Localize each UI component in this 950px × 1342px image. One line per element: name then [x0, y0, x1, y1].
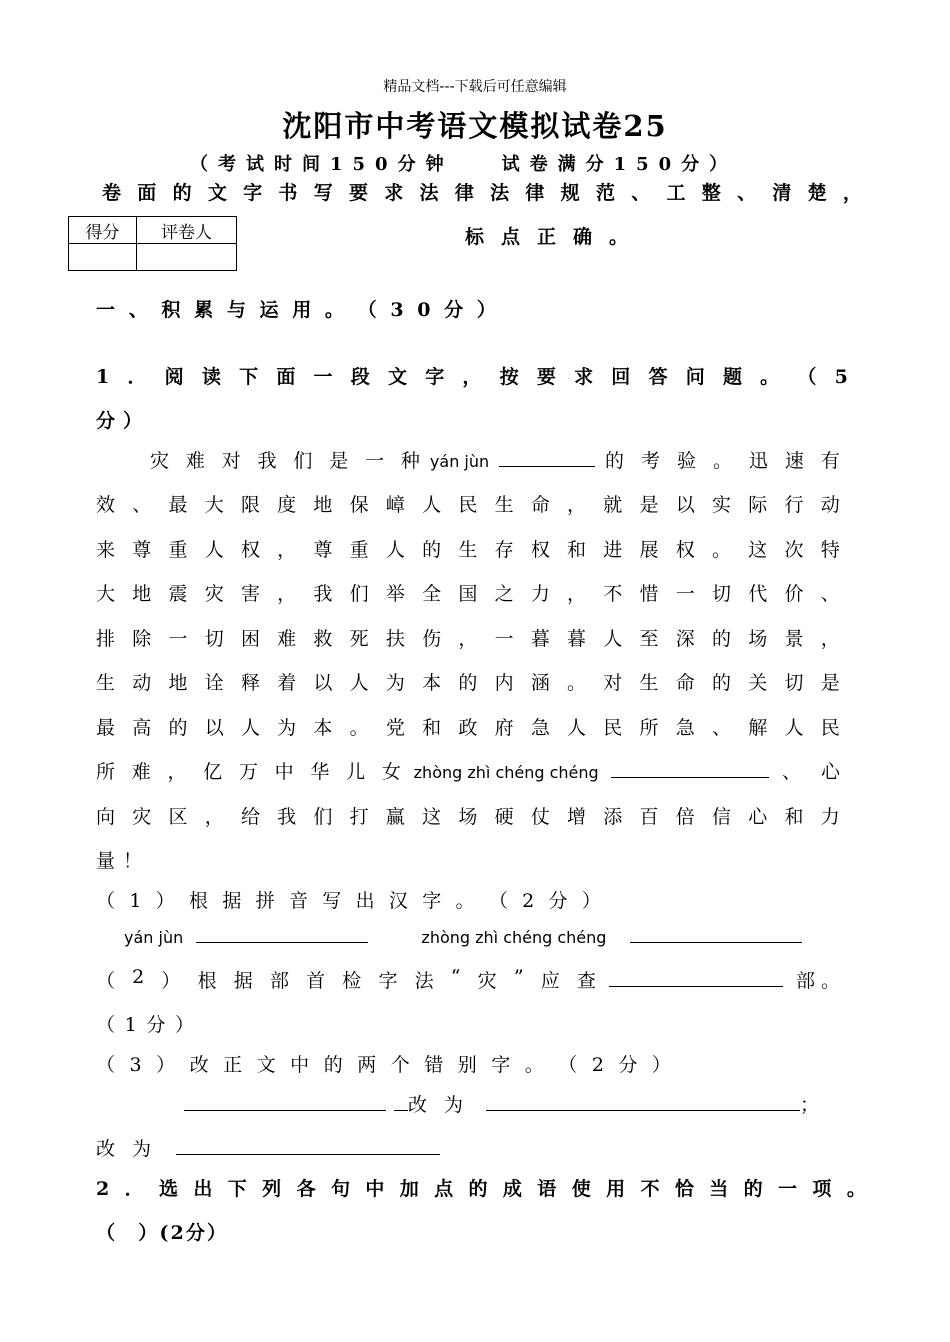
question-2-line-2: （ ） ( 2 分 ） [96, 1222, 226, 1244]
passage-line-5: 排 除 一 切 困 难 救 死 扶 伤 ， 一 暮 暮 人 至 深 的 场 景 ， [96, 628, 840, 650]
exam-time: （考试时间150分钟 [190, 154, 454, 175]
sub-question-2: （ 2 ） 根 据 部 首 检 字 法 “ 灾 ” 应 查 部 。 [96, 966, 840, 992]
answer-blank-short[interactable] [394, 1109, 408, 1111]
page-title: 沈阳市中考语文模拟试卷25 [282, 109, 668, 143]
question-1-line-1: 1 ． 阅 读 下 面 一 段 文 字 ， 按 要 求 回 答 问 题 。 （ 5 [96, 366, 848, 388]
pinyin-yan-jun: yán jùn [429, 452, 490, 471]
sub-question-3-answers-2 [96, 1134, 440, 1161]
sub-question-2-score: （ 1 分 ） [96, 1014, 194, 1036]
header-note: 精品文档---下载后可任意编辑 [383, 79, 567, 95]
answer-blank-1[interactable] [196, 941, 368, 943]
blank-zhong-zhi [611, 776, 769, 778]
passage-line-9: 向 灾 区 ， 给 我 们 打 赢 这 场 硬 仗 增 添 百 倍 信 心 和 力 [96, 806, 840, 828]
instruction-line-1: 卷 面 的 文 字 书 写 要 求 法 律 法 律 规 范 、 工 整 、 清 楚 ， [102, 182, 862, 204]
gai-wei-2: 改为 [96, 1138, 169, 1160]
passage-line-3: 来 尊 重 人 权 ， 尊 重 人 的 生 存 权 和 进 展 权 。 这 次 特 [96, 539, 840, 561]
score-header: 得分 [69, 217, 137, 244]
passage-line-2: 效 、 最 大 限 度 地 保 嶂 人 民 生 命 ， 就 是 以 实 际 行 动 [96, 494, 840, 516]
sub-question-1: （ 1 ） 根 据 拼 音 写 出 汉 字 。 （ 2 分 ） [96, 890, 601, 912]
score-table [68, 216, 237, 271]
blank-yan-jun [499, 465, 595, 467]
score-cell [69, 244, 137, 271]
passage-line-6: 生 动 地 诠 释 着 以 人 为 本 的 内 涵 。 对 生 命 的 关 切 是 [96, 672, 840, 694]
question-1-line-2: 分 ） [96, 410, 142, 432]
exam-full-score: 试卷满分150分） [501, 154, 738, 175]
answer-blank-correct-1[interactable] [486, 1109, 800, 1111]
instruction-line-2: 标点正确。 [465, 226, 646, 248]
pinyin-zhong-zhi-cheng-cheng: zhòng zhì chéng chéng [413, 763, 599, 782]
grader-cell [137, 244, 237, 271]
sub-question-3-answers [184, 1090, 830, 1117]
answer-blank-correct-2[interactable] [176, 1153, 440, 1155]
sub-question-3: （ 3 ） 改 正 文 中 的 两 个 错 别 字 。 （ 2 分 ） [96, 1054, 671, 1076]
passage-line-4: 大 地 震 灾 害 ， 我 们 举 全 国 之 力 ， 不 惜 一 切 代 价 、 [96, 583, 840, 605]
answer-blank-2[interactable] [630, 941, 802, 943]
passage-line-7: 最 高 的 以 人 为 本 。 党 和 政 府 急 人 民 所 急 、 解 人 民 [96, 717, 840, 739]
pinyin-zhong-zhi-2: zhòng zhì chéng chéng [421, 928, 607, 947]
answer-blank-radical[interactable] [609, 985, 783, 987]
exam-subtitle [190, 150, 737, 176]
question-2-line-1: 2 ． 选 出 下 列 各 句 中 加 点 的 成 语 使 用 不 恰 当 的 一 项 。 [96, 1178, 866, 1200]
section-1-heading: 一 、 积 累 与 运 用 。 （ 3 0 分 ） [96, 299, 496, 321]
passage-line-8: 所 难 ， 亿 万 中 华 儿 女 zhòng zhì chéng chéng 、 心 [96, 761, 840, 783]
gai-wei-1: 改为 [408, 1094, 481, 1116]
grader-header: 评卷人 [137, 217, 237, 244]
passage-line-10: 量 ！ [96, 850, 142, 872]
sub-question-1-answers [124, 928, 802, 947]
pinyin-yan-jun-2: yán jùn [124, 928, 184, 947]
passage-line-1: 灾 难 对 我 们 是 一 种 yán jùn 的 考 验 。 迅 速 有 [150, 450, 840, 472]
semicolon: ； [800, 1094, 820, 1116]
answer-blank-wrong-1[interactable] [184, 1109, 386, 1111]
